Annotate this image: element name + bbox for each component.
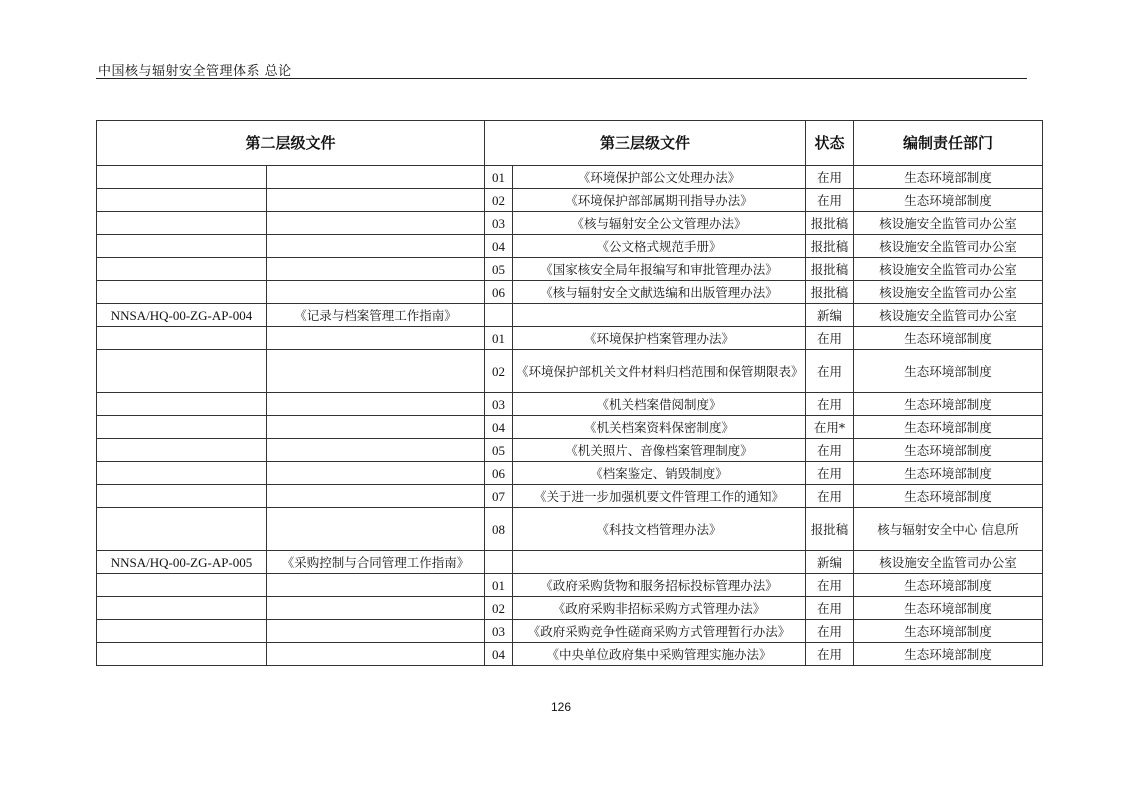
cell-status: 在用	[806, 620, 854, 643]
cell-level3-number: 02	[485, 189, 513, 212]
cell-level2-code	[97, 597, 267, 620]
table-row	[97, 235, 1043, 258]
running-header: 中国核与辐射安全管理体系 总论	[98, 64, 292, 79]
cell-level2-code: NNSA/HQ-00-ZG-AP-005	[97, 551, 267, 574]
cell-status: 在用	[806, 574, 854, 597]
cell-level3-number: 04	[485, 416, 513, 439]
cell-level2-title	[267, 189, 485, 212]
cell-status: 在用	[806, 189, 854, 212]
table-row	[97, 281, 1043, 304]
page-number: 126	[550, 700, 572, 714]
cell-level2-code	[97, 393, 267, 416]
header-level3: 第三层级文件	[485, 121, 806, 166]
header-rule	[96, 78, 1027, 79]
table-row	[97, 304, 1043, 327]
cell-level2-title	[267, 485, 485, 508]
table-row	[97, 166, 1043, 189]
cell-status: 在用	[806, 643, 854, 666]
cell-level3-number: 01	[485, 327, 513, 350]
cell-level2-title	[267, 166, 485, 189]
cell-status: 在用	[806, 439, 854, 462]
table-row	[97, 574, 1043, 597]
cell-level3-title: 《环境保护部机关文件材料归档范围和保管期限表》	[513, 350, 806, 393]
cell-dept: 生态环境部制度	[854, 350, 1043, 393]
cell-level3-title: 《机关照片、音像档案管理制度》	[513, 439, 806, 462]
cell-level3-title: 《环境保护部公文处理办法》	[513, 166, 806, 189]
cell-status: 在用	[806, 393, 854, 416]
cell-level2-title	[267, 327, 485, 350]
cell-dept: 核设施安全监管司办公室	[854, 551, 1043, 574]
cell-level3-number	[485, 551, 513, 574]
table-row	[97, 350, 1043, 393]
cell-level3-title	[513, 551, 806, 574]
cell-level3-number: 03	[485, 620, 513, 643]
cell-level3-title: 《环境保护档案管理办法》	[513, 327, 806, 350]
cell-dept: 核设施安全监管司办公室	[854, 304, 1043, 327]
table-row	[97, 258, 1043, 281]
header-status: 状态	[806, 121, 854, 166]
cell-level2-title	[267, 574, 485, 597]
cell-level2-code	[97, 235, 267, 258]
cell-level3-number: 06	[485, 462, 513, 485]
cell-level3-number: 06	[485, 281, 513, 304]
cell-level3-number: 07	[485, 485, 513, 508]
cell-level2-code	[97, 439, 267, 462]
cell-level3-number: 03	[485, 393, 513, 416]
cell-level2-title: 《记录与档案管理工作指南》	[267, 304, 485, 327]
table-row	[97, 643, 1043, 666]
table-row	[97, 439, 1043, 462]
table-row	[97, 551, 1043, 574]
cell-level3-number: 05	[485, 258, 513, 281]
cell-status: 在用	[806, 462, 854, 485]
cell-level2-code	[97, 508, 267, 551]
cell-level2-title: 《采购控制与合同管理工作指南》	[267, 551, 485, 574]
cell-status: 报批稿	[806, 508, 854, 551]
cell-level2-code	[97, 258, 267, 281]
cell-level2-code	[97, 462, 267, 485]
table-row	[97, 327, 1043, 350]
cell-dept: 生态环境部制度	[854, 166, 1043, 189]
cell-level3-title: 《政府采购非招标采购方式管理办法》	[513, 597, 806, 620]
cell-level3-number: 01	[485, 574, 513, 597]
cell-level3-title: 《核与辐射安全公文管理办法》	[513, 212, 806, 235]
cell-level3-number: 05	[485, 439, 513, 462]
cell-level3-title: 《政府采购竞争性磋商采购方式管理暂行办法》	[513, 620, 806, 643]
cell-status: 在用	[806, 597, 854, 620]
table-row	[97, 462, 1043, 485]
cell-level2-code: NNSA/HQ-00-ZG-AP-004	[97, 304, 267, 327]
table-row	[97, 189, 1043, 212]
cell-level2-code	[97, 620, 267, 643]
cell-level2-title	[267, 439, 485, 462]
cell-dept: 核设施安全监管司办公室	[854, 212, 1043, 235]
cell-dept: 生态环境部制度	[854, 574, 1043, 597]
cell-level3-number: 02	[485, 350, 513, 393]
cell-dept: 生态环境部制度	[854, 327, 1043, 350]
cell-level3-title	[513, 304, 806, 327]
cell-level2-code	[97, 643, 267, 666]
cell-level2-code	[97, 281, 267, 304]
header-dept: 编制责任部门	[854, 121, 1043, 166]
cell-level2-title	[267, 620, 485, 643]
cell-dept: 生态环境部制度	[854, 643, 1043, 666]
cell-status: 在用	[806, 166, 854, 189]
cell-status: 报批稿	[806, 258, 854, 281]
cell-level3-number: 03	[485, 212, 513, 235]
cell-dept: 生态环境部制度	[854, 462, 1043, 485]
cell-dept: 生态环境部制度	[854, 597, 1043, 620]
cell-level2-code	[97, 212, 267, 235]
cell-level3-title: 《中央单位政府集中采购管理实施办法》	[513, 643, 806, 666]
cell-level2-title	[267, 281, 485, 304]
table-body	[97, 166, 1043, 666]
cell-level3-title: 《国家核安全局年报编写和审批管理办法》	[513, 258, 806, 281]
cell-level2-title	[267, 462, 485, 485]
cell-level3-title: 《关于进一步加强机要文件管理工作的通知》	[513, 485, 806, 508]
cell-level2-title	[267, 508, 485, 551]
cell-level2-code	[97, 350, 267, 393]
cell-level2-title	[267, 643, 485, 666]
cell-level2-title	[267, 350, 485, 393]
cell-level2-code	[97, 166, 267, 189]
cell-level2-title	[267, 212, 485, 235]
cell-status: 报批稿	[806, 235, 854, 258]
cell-level2-code	[97, 416, 267, 439]
cell-dept: 核与辐射安全中心 信息所	[854, 508, 1043, 551]
cell-level3-number	[485, 304, 513, 327]
cell-level3-title: 《核与辐射安全文献选编和出版管理办法》	[513, 281, 806, 304]
table-row	[97, 620, 1043, 643]
cell-level2-title	[267, 258, 485, 281]
cell-level2-title	[267, 597, 485, 620]
cell-dept: 核设施安全监管司办公室	[854, 235, 1043, 258]
cell-level3-title: 《机关档案借阅制度》	[513, 393, 806, 416]
cell-level3-number: 08	[485, 508, 513, 551]
cell-dept: 核设施安全监管司办公室	[854, 281, 1043, 304]
cell-status: 新编	[806, 551, 854, 574]
cell-dept: 生态环境部制度	[854, 189, 1043, 212]
header-level2: 第二层级文件	[97, 121, 485, 166]
cell-level3-number: 04	[485, 235, 513, 258]
cell-level2-title	[267, 235, 485, 258]
cell-level3-title: 《科技文档管理办法》	[513, 508, 806, 551]
document-table	[96, 120, 1043, 666]
cell-level3-number: 01	[485, 166, 513, 189]
cell-status: 在用	[806, 327, 854, 350]
cell-status: 报批稿	[806, 281, 854, 304]
cell-level2-code	[97, 327, 267, 350]
cell-dept: 生态环境部制度	[854, 439, 1043, 462]
cell-level3-title: 《机关档案资料保密制度》	[513, 416, 806, 439]
cell-level2-title	[267, 416, 485, 439]
cell-level2-code	[97, 189, 267, 212]
cell-status: 新编	[806, 304, 854, 327]
table-row	[97, 393, 1043, 416]
cell-status: 报批稿	[806, 212, 854, 235]
cell-status: 在用	[806, 350, 854, 393]
cell-level3-number: 02	[485, 597, 513, 620]
table-row	[97, 597, 1043, 620]
cell-dept: 生态环境部制度	[854, 393, 1043, 416]
table-row	[97, 416, 1043, 439]
cell-dept: 生态环境部制度	[854, 416, 1043, 439]
cell-level3-title: 《公文格式规范手册》	[513, 235, 806, 258]
cell-level3-title: 《政府采购货物和服务招标投标管理办法》	[513, 574, 806, 597]
cell-dept: 核设施安全监管司办公室	[854, 258, 1043, 281]
cell-status: 在用	[806, 485, 854, 508]
cell-level2-code	[97, 485, 267, 508]
cell-level2-title	[267, 393, 485, 416]
cell-dept: 生态环境部制度	[854, 620, 1043, 643]
table-row	[97, 508, 1043, 551]
table-row	[97, 212, 1043, 235]
cell-level3-title: 《档案鉴定、销毁制度》	[513, 462, 806, 485]
table-header-row	[97, 121, 1043, 166]
cell-level3-number: 04	[485, 643, 513, 666]
cell-level2-code	[97, 574, 267, 597]
cell-level3-title: 《环境保护部部属期刊指导办法》	[513, 189, 806, 212]
table-row	[97, 485, 1043, 508]
cell-dept: 生态环境部制度	[854, 485, 1043, 508]
cell-status: 在用*	[806, 416, 854, 439]
